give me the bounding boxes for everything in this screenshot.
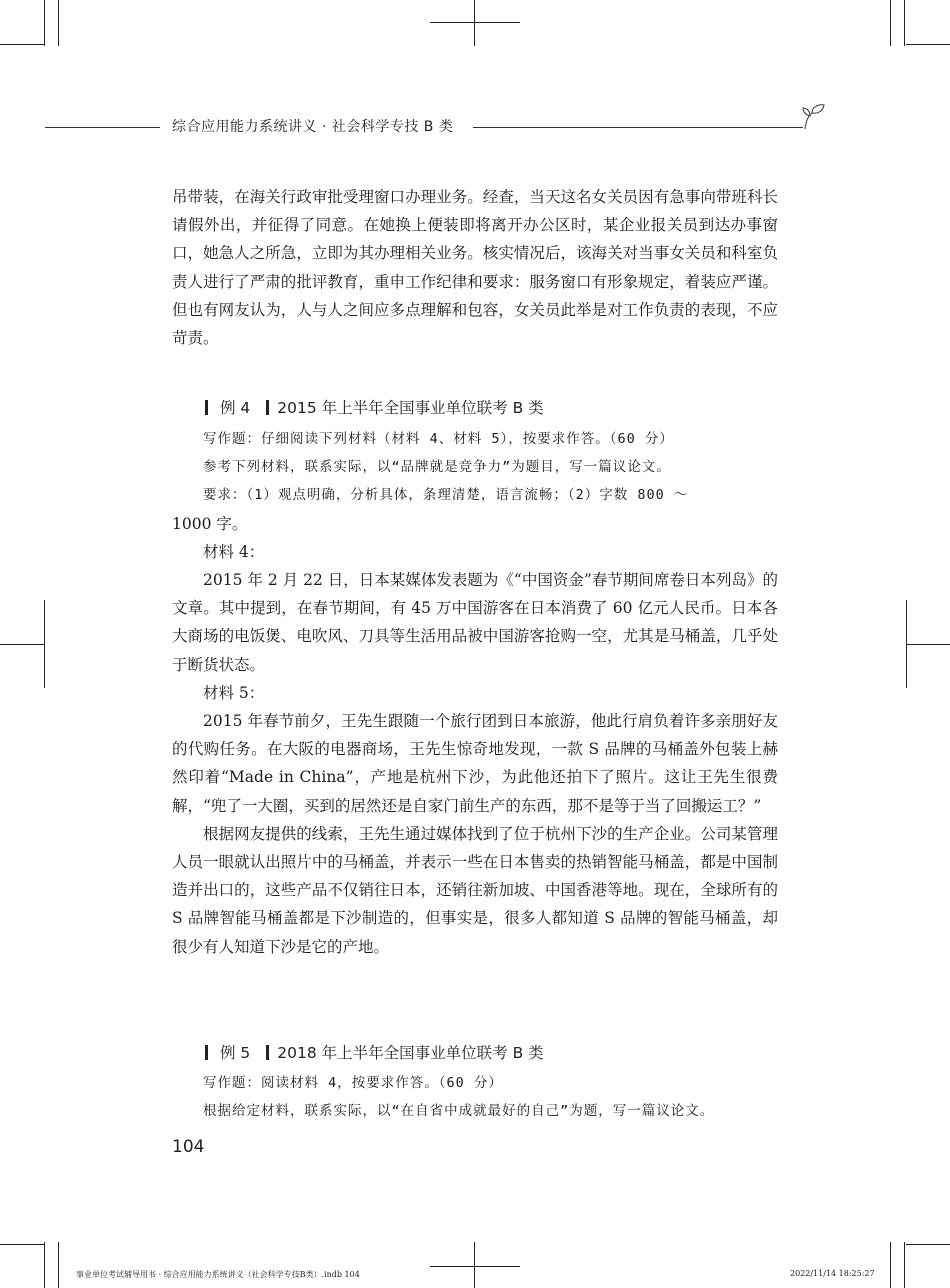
- example-4-prompt: 参考下列材料，联系实际，以“品牌就是竞争力”为题目，写一篇议论文。: [203, 459, 671, 476]
- material-4-label: 材料 4：: [203, 542, 265, 561]
- example-5-task: 写作题：阅读材料 4，按要求作答。（60 分）: [203, 1075, 503, 1091]
- example-5-heading: [205, 1041, 544, 1063]
- header-rule-left: [45, 127, 160, 128]
- heading-bar: [266, 400, 269, 415]
- header-rule-right: [473, 127, 803, 128]
- material-5-label: 材料 5：: [203, 683, 265, 702]
- footer-file-info: 事业单位考试辅导用书 · 综合应用能力系统讲义（社会科学专技B类）.indb 104: [76, 1270, 360, 1279]
- example-4-requirement-cont: 1000 字。: [172, 514, 248, 533]
- example-4-label: 例 4: [220, 399, 251, 417]
- example-4-body: [172, 425, 778, 961]
- example-5-prompt: 根据给定材料，联系实际，以“在自省中成就最好的自己”为题，写一篇议论文。: [203, 1103, 715, 1120]
- page-number: 104: [172, 1137, 205, 1157]
- example-4-source: 2015 年上半年全国事业单位联考 B 类: [277, 399, 544, 417]
- example-4-task: 写作题：仔细阅读下列材料（材料 4、材料 5），按要求作答。（60 分）: [203, 431, 674, 447]
- heading-bar: [205, 400, 208, 415]
- material-5-text-2: 根据网友提供的线索，王先生通过媒体找到了位于杭州下沙的生产企业。公司某管理人员一眼就认出照片中的马桶盖，并表示一些在日本售卖的热销智能马桶盖，都是中国制造并出口的，这些产品不仅销往日本，还销往新加坡、中国香港等地。现在，全球所有的 S 品牌智能马桶盖都是下沙制造的，但事实是，很多人都知道 S 品牌的智能马桶盖，却很少有人知道下沙是它的产地。: [172, 824, 778, 956]
- footer-timestamp: 2022/11/14 18:25:27: [790, 1269, 875, 1278]
- heading-bar: [266, 1045, 269, 1060]
- intro-paragraph: 吊带装，在海关行政审批受理窗口办理业务。经查，当天这名女关员因有急事向带班科长请假外出，并征得了同意。在她换上便装即将离开办公区时，某企业报关员到达办事窗口，她急人之所急，立即为其办理相关业务。核实情况后，该海关对当事女关员和科室负责人进行了严肃的批评教育，重申工作纪律和要求：服务窗口有形象规定，着装应严谨。但也有网友认为，人与人之间应多点理解和包容，女关员此举是对工作负责的表现，不应苛责。: [172, 188, 778, 348]
- main-content: [172, 183, 778, 352]
- heading-bar: [205, 1045, 208, 1060]
- material-4-text: 2015 年 2 月 22 日，日本某媒体发表题为《“中国资金”春节期间席卷日本列岛》的文章。其中提到，在春节期间，有 45 万中国游客在日本消费了 60 亿元人民币。日本各大商场的电饭煲、电吹风、刀具等生活用品被中国游客抢购一空，尤其是马桶盖，几乎处于断货状态。: [172, 571, 778, 674]
- running-title: 综合应用能力系统讲义 · 社会科学专技 B 类: [172, 119, 454, 135]
- sprout-icon: [797, 102, 827, 132]
- running-head: [45, 116, 785, 140]
- example-4-requirement: 要求：（1）观点明确，分析具体，条理清楚，语言流畅；（2）字数 800 ～: [203, 487, 689, 504]
- example-4-heading: [205, 396, 544, 418]
- example-5-label: 例 5: [220, 1044, 251, 1062]
- material-5-text-1: 2015 年春节前夕，王先生跟随一个旅行团到日本旅游，他此行肩负着许多亲朋好友的代购任务。在大阪的电器商场，王先生惊奇地发现，一款 S 品牌的马桶盖外包装上赫然印着“Made in China”，产地是杭州下沙，为此他还拍下了照片。这让王先生很费解，“兜了一大圈，买到的居然还是自家门前生产的东西，那不是等于当了回搬运工？”: [172, 712, 778, 815]
- example-5-source: 2018 年上半年全国事业单位联考 B 类: [277, 1044, 544, 1062]
- example-5-body: [172, 1069, 778, 1125]
